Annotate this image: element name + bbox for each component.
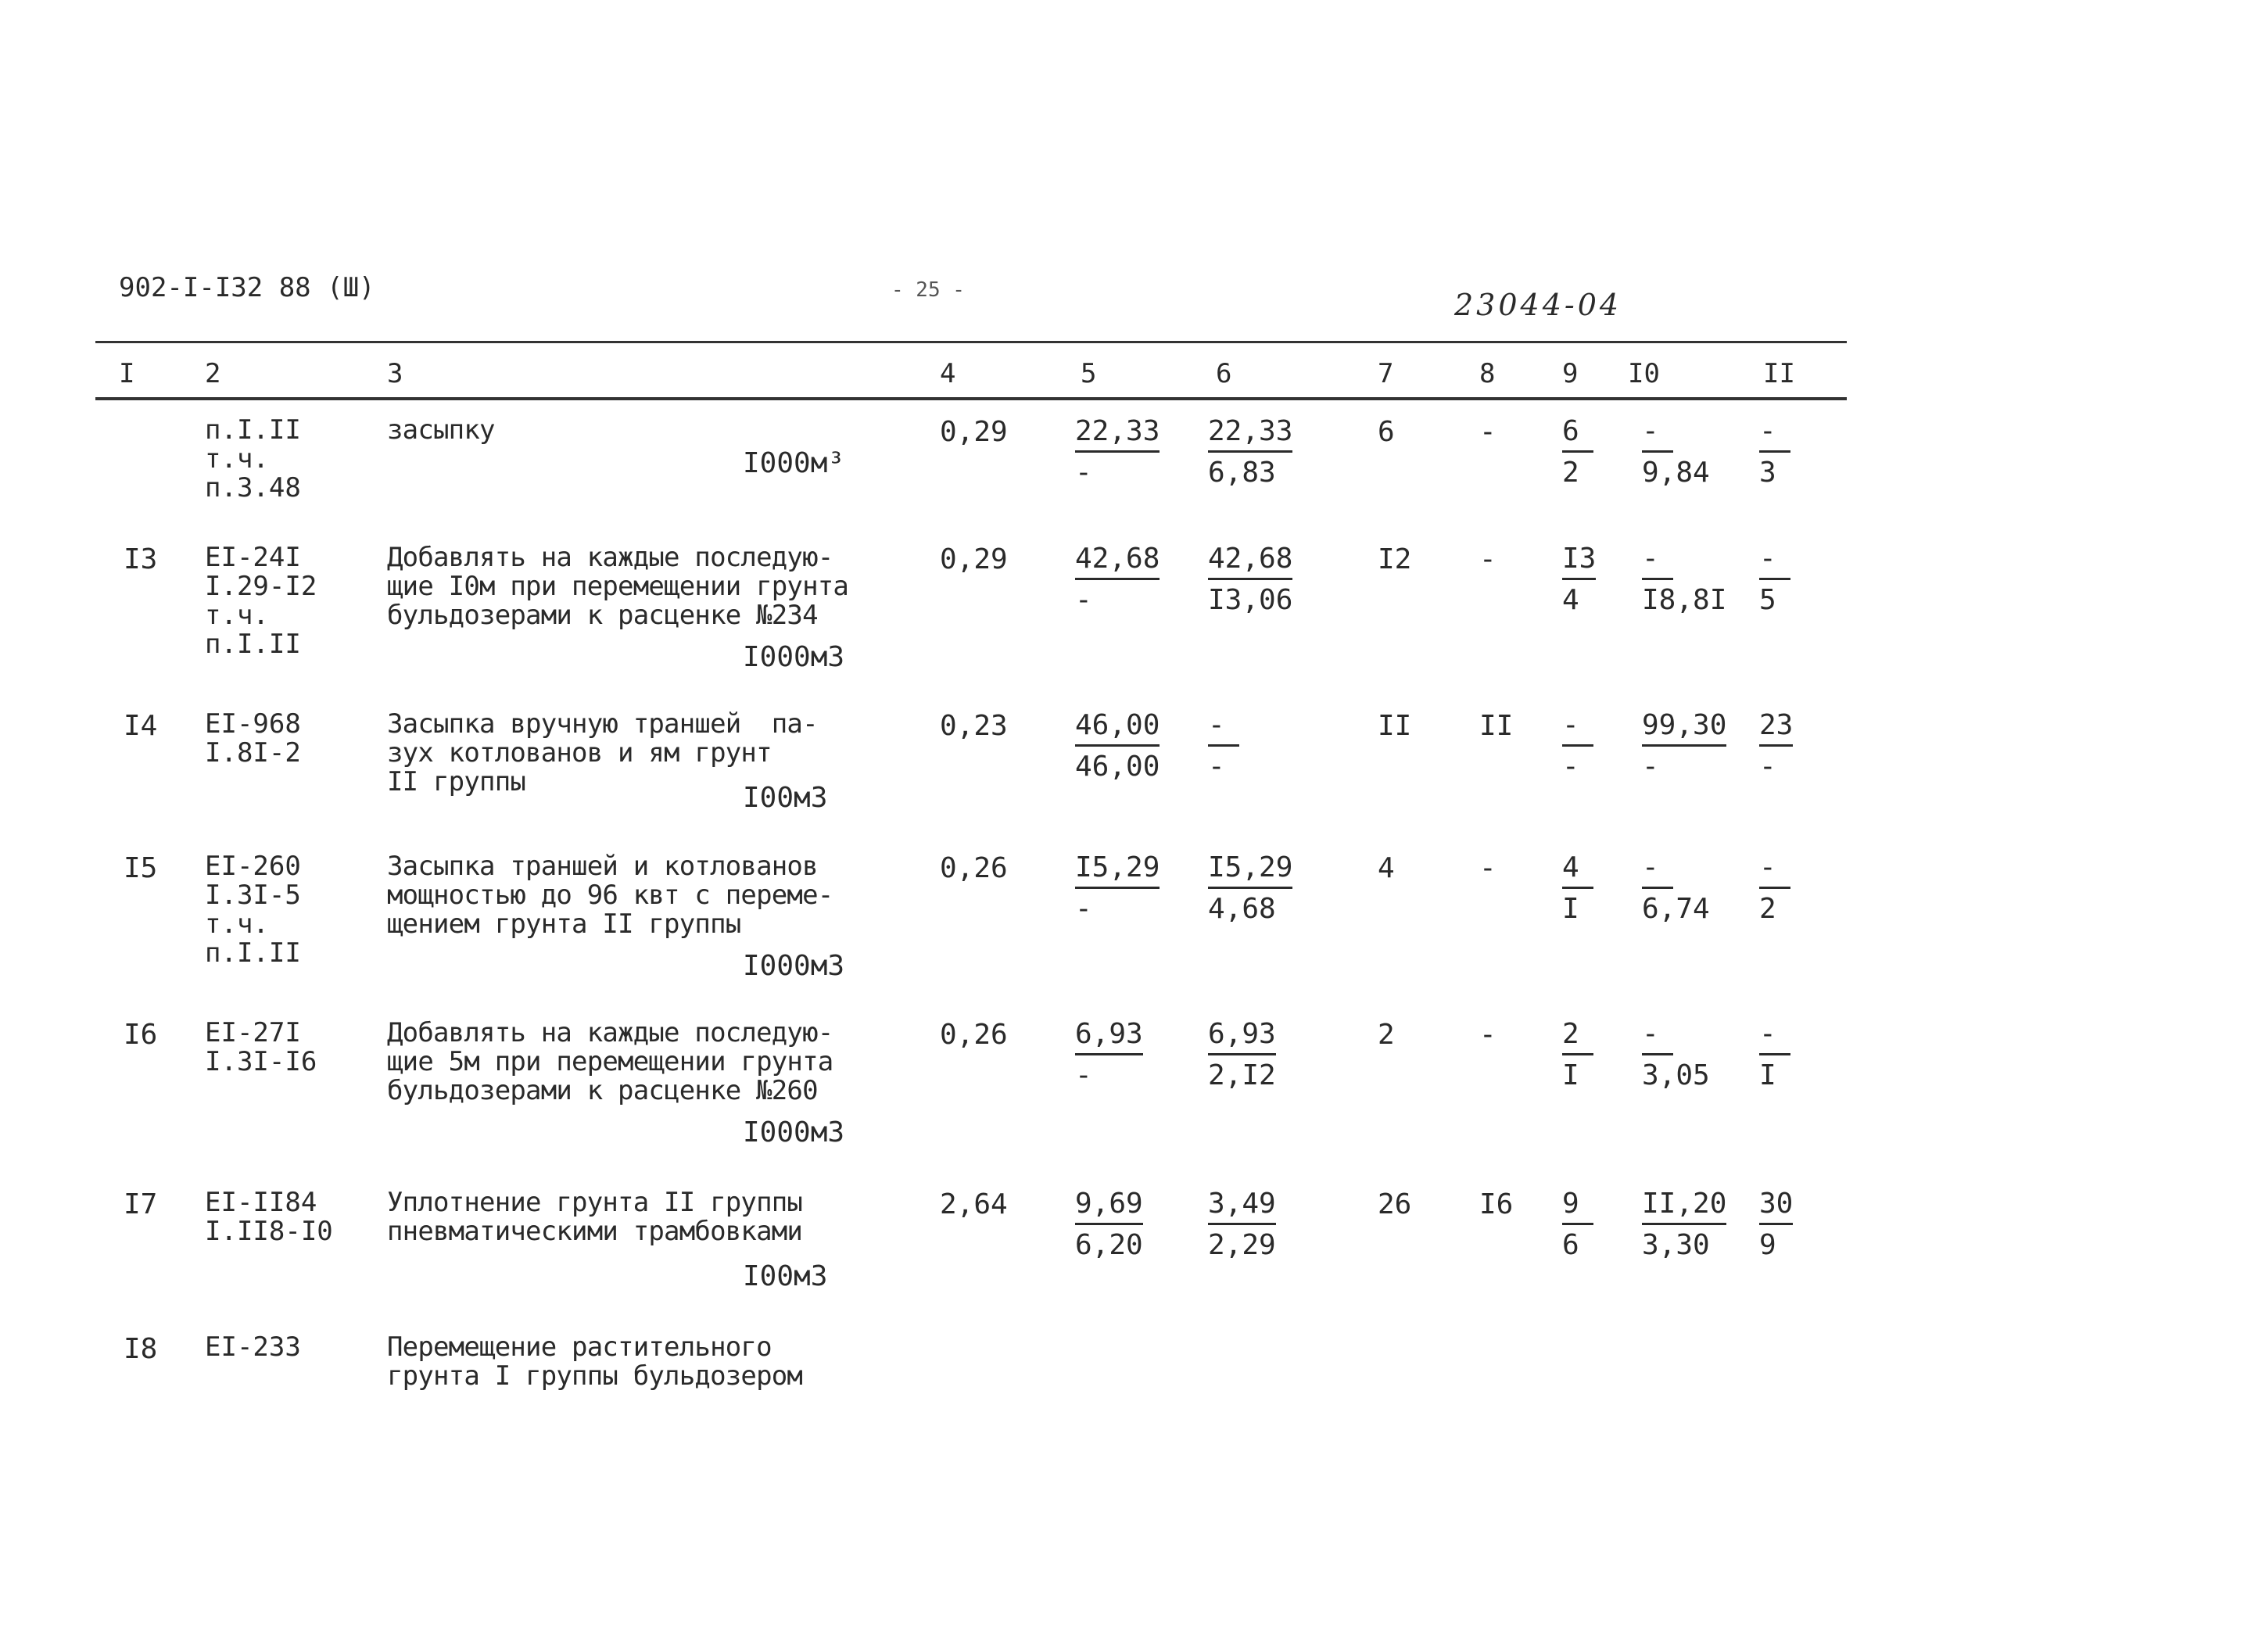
col-header-5: 5 <box>1081 358 1097 389</box>
col-header-10: I0 <box>1628 358 1660 389</box>
row-code: EI-260 I.3I-5 т.ч. п.I.II <box>205 851 301 969</box>
row-col5: 42,68 - <box>1075 543 1160 616</box>
row-unit: I000м3 <box>743 1116 845 1149</box>
col-header-3: 3 <box>387 358 403 389</box>
col-header-8: 8 <box>1479 358 1496 389</box>
row-number: I4 <box>124 710 158 742</box>
row-col11: 23 - <box>1759 709 1794 783</box>
row-col6: $\frac{I5,29}{4,68}$ <box>1208 851 1293 925</box>
page-number: - 25 - <box>891 278 965 302</box>
row-col7: 6 <box>1378 416 1395 448</box>
row-col4: 0,26 <box>940 852 1008 884</box>
row-col5: 22,33 - <box>1075 415 1160 489</box>
row-description: Засыпка траншей и котлованов мощностью до 96 квт с переме- щением грунта II группы <box>387 851 833 940</box>
row-number: I3 <box>124 543 158 575</box>
row-col5: $\frac{9,69}{6,20}$ <box>1075 1188 1143 1261</box>
row-col8: II <box>1479 710 1514 742</box>
row-description: Добавлять на каждые последую- щие 5м при перемещении грунта бульдозерами к расценке №260 <box>387 1017 833 1106</box>
col-header-7: 7 <box>1378 358 1394 389</box>
row-col10: - 3,05 <box>1642 1018 1710 1091</box>
row-code: EI-968 I.8I-2 <box>205 708 301 769</box>
row-col7: 26 <box>1378 1188 1412 1220</box>
row-col9: - - <box>1562 710 1679 783</box>
row-col9: $\frac{I3}{4}$ <box>1562 543 1597 616</box>
row-col9: $\frac{4}{I}$ <box>1562 852 1679 925</box>
row-unit: I00м3 <box>743 782 828 814</box>
handwritten-number: 23044-04 <box>1454 288 1622 322</box>
row-col8: - <box>1479 1019 1496 1051</box>
row-col10: - I8,8I <box>1642 543 1727 616</box>
row-col4: 0,29 <box>940 543 1008 575</box>
row-code: EI-II84 I.II8-I0 <box>205 1187 333 1247</box>
row-col6: $\frac{22,33}{6,83}$ <box>1208 415 1293 489</box>
row-col9: $\frac{9}{6}$ <box>1562 1188 1679 1261</box>
row-col4: 0,26 <box>940 1019 1008 1051</box>
col-header-4: 4 <box>940 358 956 389</box>
document-code: 902-I-I32 88 (Ш) <box>119 272 375 303</box>
row-col5: 6,93 - <box>1075 1018 1143 1091</box>
row-col5: I5,29 - <box>1075 851 1160 925</box>
row-code: EI-24I I.29-I2 т.ч. п.I.II <box>205 542 317 660</box>
col-header-11: II <box>1763 358 1795 389</box>
row-col8: - <box>1479 543 1496 575</box>
row-col7: 2 <box>1378 1019 1395 1051</box>
row-code: EI-27I I.3I-I6 <box>205 1017 317 1077</box>
row-code: п.I.II т.ч. п.3.48 <box>205 414 301 503</box>
row-unit: I000м3 <box>743 641 845 673</box>
row-col6: $\frac{42,68}{I3,06}$ <box>1208 543 1293 616</box>
row-col11: - I <box>1759 1019 1876 1091</box>
row-col7: I2 <box>1378 543 1412 575</box>
row-number: I8 <box>124 1333 158 1365</box>
row-number: I6 <box>124 1019 158 1051</box>
row-col11: - 2 <box>1759 852 1876 925</box>
row-description: Добавлять на каждые последую- щие I0м при перемещении грунта бульдозерами к расценке №234 <box>387 542 849 631</box>
row-unit: I000м3 <box>743 950 845 982</box>
row-col10: - 6,74 <box>1642 851 1710 925</box>
row-col11: $\frac{30}{9}$ <box>1759 1188 1794 1261</box>
row-col9: $\frac{6}{2}$ <box>1562 416 1679 489</box>
col-header-2: 2 <box>205 358 221 389</box>
col-header-9: 9 <box>1562 358 1579 389</box>
row-col7: II <box>1378 710 1412 742</box>
row-col10: - 9,84 <box>1642 415 1710 489</box>
row-col8: - <box>1479 416 1496 448</box>
row-col11: - 3 <box>1759 416 1876 489</box>
row-number: I5 <box>124 852 158 884</box>
row-number: I7 <box>124 1188 158 1220</box>
row-col5: $\frac{46,00}{46,00}$ <box>1075 709 1160 783</box>
row-col11: - 5 <box>1759 543 1876 616</box>
row-description: Перемещение растительного грунта I группы бульдозером <box>387 1331 803 1392</box>
row-col4: 0,23 <box>940 710 1008 742</box>
row-unit: I00м3 <box>743 1260 828 1292</box>
row-col6: - - <box>1208 710 1325 783</box>
row-col6: $\frac{6,93}{2,I2}$ <box>1208 1018 1276 1091</box>
row-col10: $\frac{II,20}{3,30}$ <box>1642 1188 1727 1261</box>
row-col6: $\frac{3,49}{2,29}$ <box>1208 1188 1276 1261</box>
row-code: EI-233 <box>205 1331 301 1363</box>
header-rule <box>95 397 1847 400</box>
row-unit: I000м³ <box>743 447 845 479</box>
col-header-6: 6 <box>1216 358 1232 389</box>
row-description: Уплотнение грунта II группы пневматическими трамбовками <box>387 1187 803 1247</box>
row-col8: - <box>1479 852 1496 884</box>
row-col9: $\frac{2}{I}$ <box>1562 1019 1679 1091</box>
top-rule <box>95 341 1847 343</box>
row-col7: 4 <box>1378 852 1395 884</box>
row-col8: I6 <box>1479 1188 1514 1220</box>
row-col4: 0,29 <box>940 416 1008 448</box>
row-description: Засыпка вручную траншей па- зух котлованов и ям грунт II группы <box>387 708 818 797</box>
row-description: засыпку <box>387 414 495 446</box>
row-col10: 99,30 - <box>1642 709 1727 783</box>
col-header-1: I <box>119 358 135 389</box>
row-col4: 2,64 <box>940 1188 1008 1220</box>
